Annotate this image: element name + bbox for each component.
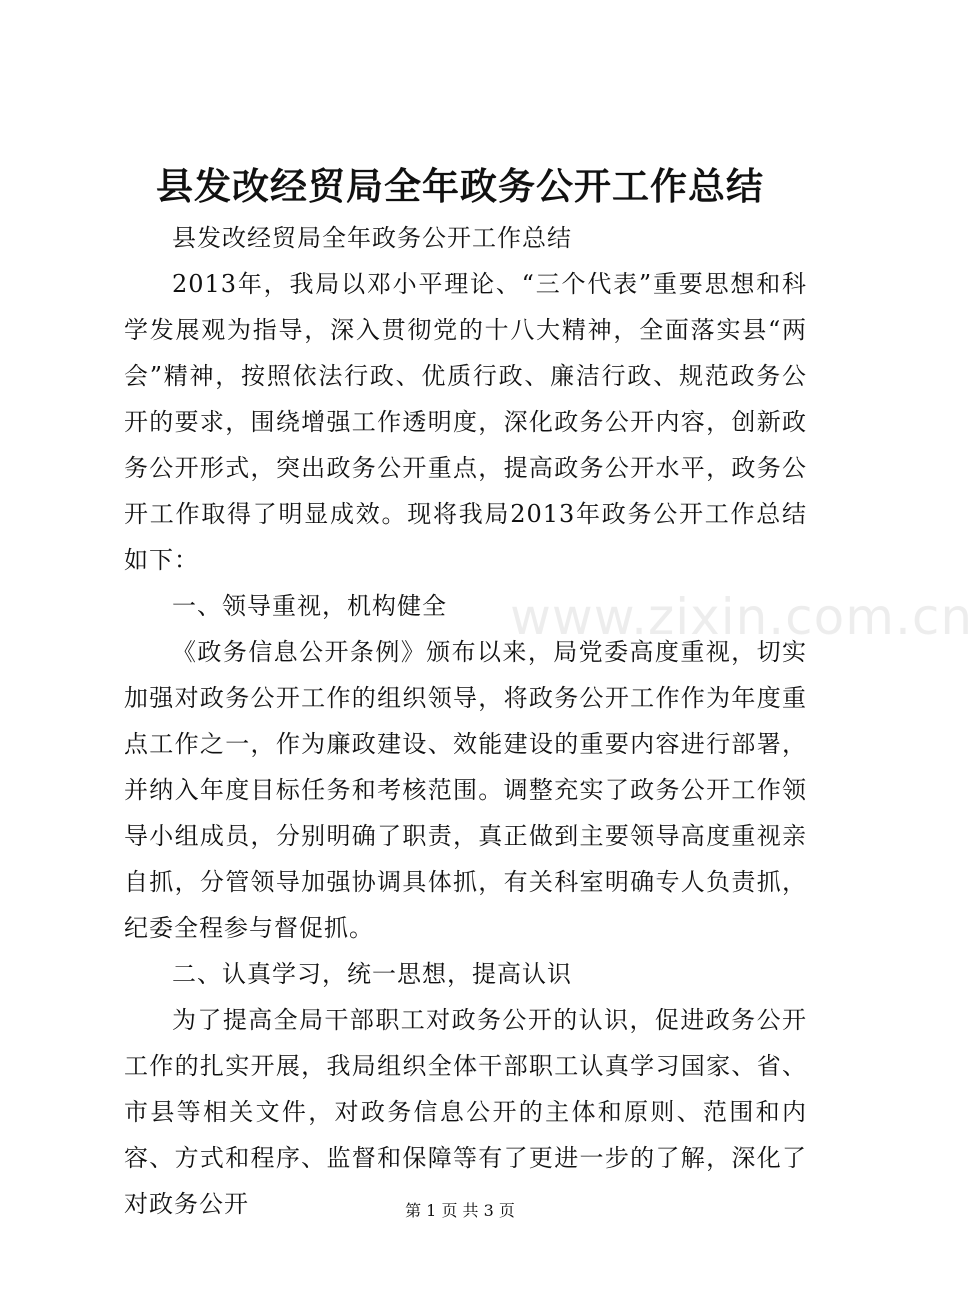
intro-paragraph: 2013年，我局以邓小平理论、“三个代表”重要思想和科学发展观为指导，深入贯彻党的十八大精神，全面落实县“两会”精神，按照依法行政、优质行政、廉洁行政、规范政务公开的要求，围绕增强工作透明度，深化政务公开内容，创新政务公开形式，突出政务公开重点，提高政务公开水平，政务公开工作取得了明显成效。现将我局2013年政务公开工作总结如下：: [124, 270, 807, 574]
document-body: [124, 215, 807, 1227]
document-title: 县发改经贸局全年政务公开工作总结: [156, 164, 764, 208]
watermark: www.zixin.com.cn: [510, 588, 973, 646]
section-1-paragraph: 《政务信息公开条例》颁布以来，局党委高度重视，切实加强对政务公开工作的组织领导，将政务公开工作作为年度重点工作之一，作为廉政建设、效能建设的重要内容进行部署，并纳入年度目标任务和考核范围。调整充实了政务公开工作领导小组成员，分别明确了职责，真正做到主要领导高度重视亲自抓，分管领导加强协调具体抓，有关科室明确专人负责抓，纪委全程参与督促抓。: [124, 638, 807, 942]
section-heading-1: 一、领导重视，机构健全: [172, 592, 447, 620]
subtitle-paragraph: 县发改经贸局全年政务公开工作总结: [172, 224, 572, 252]
section-2-paragraph: 为了提高全局干部职工对政务公开的认识，促进政务公开工作的扎实开展，我局组织全体干部职工认真学习国家、省、市县等相关文件，对政务信息公开的主体和原则、范围和内容、方式和程序、监督和保障等有了更进一步的了解，深化了对政务公开: [124, 1006, 807, 1218]
page-number-footer: 第 1 页 共 3 页: [405, 1201, 515, 1220]
section-heading-2: 二、认真学习，统一思想，提高认识: [172, 960, 572, 988]
